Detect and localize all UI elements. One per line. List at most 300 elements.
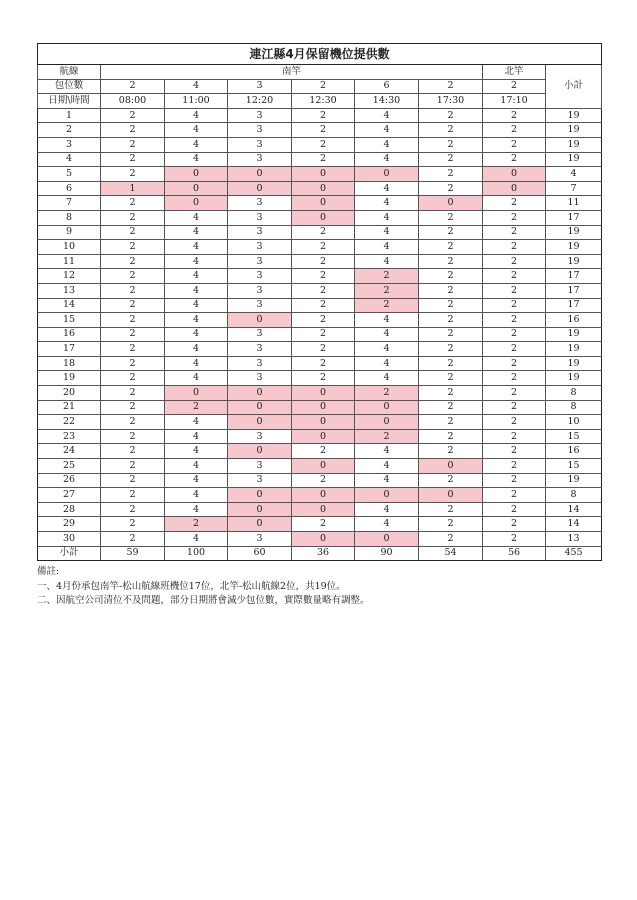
- seat-value-cell: 3: [228, 210, 292, 225]
- seat-value-cell: 4: [165, 269, 228, 284]
- table-row: [38, 210, 602, 225]
- seat-value-cell: 2: [483, 152, 546, 167]
- seat-value-cell: 3: [228, 459, 292, 474]
- seat-value-cell: 4: [355, 196, 419, 211]
- seat-value-cell: 2: [483, 400, 546, 415]
- seat-value-cell: 0: [292, 400, 355, 415]
- seat-value-cell: 2: [483, 415, 546, 430]
- column-total-cell: 56: [483, 546, 546, 561]
- seat-value-cell: 4: [165, 502, 228, 517]
- seat-value-cell: 2: [292, 444, 355, 459]
- seat-value-cell: 2: [419, 254, 483, 269]
- day-cell: 16: [38, 327, 101, 342]
- seat-value-cell: 2: [483, 532, 546, 547]
- seat-value-cell: 4: [165, 137, 228, 152]
- flight-time-cell: 08:00: [101, 94, 165, 109]
- table-row: [38, 327, 602, 342]
- day-cell: 27: [38, 488, 101, 503]
- day-cell: 6: [38, 181, 101, 196]
- seat-value-cell: 2: [292, 298, 355, 313]
- day-cell: 9: [38, 225, 101, 240]
- seat-value-cell: 2: [101, 123, 165, 138]
- flight-time-cell: 14:30: [355, 94, 419, 109]
- table-row: [38, 313, 602, 328]
- seat-value-cell: 2: [419, 371, 483, 386]
- seat-value-cell: 2: [101, 342, 165, 357]
- seat-value-cell: 2: [419, 415, 483, 430]
- table-row: [38, 386, 602, 401]
- seat-value-cell: 4: [165, 356, 228, 371]
- day-cell: 26: [38, 473, 101, 488]
- day-cell: 25: [38, 459, 101, 474]
- note-line-2: 二、因航空公司清位不及問題，部分日期將會減少包位數，實際數量略有調整。: [37, 595, 370, 606]
- seat-value-cell: 2: [419, 532, 483, 547]
- row-subtotal-cell: 16: [546, 313, 602, 328]
- seat-allocation-table: [37, 43, 602, 561]
- seat-value-cell: 2: [101, 254, 165, 269]
- seat-value-cell: 2: [419, 137, 483, 152]
- seat-value-cell: 2: [355, 429, 419, 444]
- day-cell: 15: [38, 313, 101, 328]
- seat-value-cell: 2: [292, 269, 355, 284]
- table-row: [38, 517, 602, 532]
- seat-value-cell: 0: [228, 400, 292, 415]
- seat-value-cell: 2: [101, 313, 165, 328]
- seat-value-cell: 2: [101, 196, 165, 211]
- day-cell: 24: [38, 444, 101, 459]
- nangan-header: 南竿: [101, 65, 483, 80]
- seat-value-cell: 2: [101, 444, 165, 459]
- seat-value-cell: 2: [483, 137, 546, 152]
- seat-value-cell: 3: [228, 225, 292, 240]
- seat-value-cell: 2: [292, 254, 355, 269]
- row-subtotal-cell: 17: [546, 283, 602, 298]
- seat-value-cell: 2: [101, 327, 165, 342]
- table-row: [38, 459, 602, 474]
- seat-value-cell: 2: [483, 459, 546, 474]
- seat-value-cell: 0: [165, 181, 228, 196]
- day-cell: 22: [38, 415, 101, 430]
- row-subtotal-cell: 14: [546, 502, 602, 517]
- seat-value-cell: 2: [165, 400, 228, 415]
- seat-value-cell: 2: [292, 356, 355, 371]
- seat-value-cell: 2: [483, 313, 546, 328]
- seat-value-cell: 3: [228, 356, 292, 371]
- seat-value-cell: 0: [228, 444, 292, 459]
- table-row: [38, 298, 602, 313]
- table-row: [38, 473, 602, 488]
- day-cell: 7: [38, 196, 101, 211]
- row-subtotal-cell: 13: [546, 532, 602, 547]
- row-subtotal-cell: 19: [546, 342, 602, 357]
- seat-value-cell: 2: [101, 517, 165, 532]
- seat-value-cell: 2: [101, 269, 165, 284]
- seat-count-cell: 3: [228, 79, 292, 94]
- day-cell: 11: [38, 254, 101, 269]
- seat-value-cell: 4: [355, 502, 419, 517]
- seat-value-cell: 4: [165, 108, 228, 123]
- subtotal-header: 小計: [546, 65, 602, 109]
- seat-value-cell: 4: [165, 444, 228, 459]
- seat-value-cell: 0: [165, 196, 228, 211]
- row-subtotal-cell: 14: [546, 517, 602, 532]
- day-cell: 2: [38, 123, 101, 138]
- seat-value-cell: 2: [292, 225, 355, 240]
- seat-value-cell: 0: [292, 415, 355, 430]
- day-cell: 5: [38, 167, 101, 182]
- seat-value-cell: 0: [228, 415, 292, 430]
- table-row: [38, 356, 602, 371]
- table-row: [38, 152, 602, 167]
- seat-value-cell: 0: [165, 167, 228, 182]
- seat-value-cell: 2: [419, 152, 483, 167]
- seat-value-cell: 2: [292, 152, 355, 167]
- row-subtotal-cell: 19: [546, 108, 602, 123]
- seat-value-cell: 2: [101, 240, 165, 255]
- seat-value-cell: 0: [165, 386, 228, 401]
- seat-value-cell: 4: [355, 327, 419, 342]
- seat-value-cell: 2: [419, 313, 483, 328]
- seat-value-cell: 4: [355, 210, 419, 225]
- column-total-cell: 60: [228, 546, 292, 561]
- flight-time-cell: 17:10: [483, 94, 546, 109]
- day-cell: 4: [38, 152, 101, 167]
- seat-value-cell: 2: [101, 108, 165, 123]
- table-row: [38, 283, 602, 298]
- seat-value-cell: 4: [165, 415, 228, 430]
- seat-value-cell: 2: [483, 196, 546, 211]
- day-cell: 19: [38, 371, 101, 386]
- day-cell: 1: [38, 108, 101, 123]
- seat-value-cell: 2: [355, 269, 419, 284]
- row-subtotal-cell: 19: [546, 123, 602, 138]
- seat-value-cell: 0: [292, 196, 355, 211]
- notes-heading: 備註:: [37, 566, 60, 577]
- column-total-cell: 59: [101, 546, 165, 561]
- seat-value-cell: 2: [101, 400, 165, 415]
- seat-count-cell: 6: [355, 79, 419, 94]
- table-row: [38, 342, 602, 357]
- day-cell: 17: [38, 342, 101, 357]
- seat-value-cell: 2: [292, 473, 355, 488]
- seat-value-cell: 3: [228, 327, 292, 342]
- seat-count-cell: 2: [483, 79, 546, 94]
- day-cell: 3: [38, 137, 101, 152]
- seat-value-cell: 4: [355, 313, 419, 328]
- seat-value-cell: 3: [228, 269, 292, 284]
- notes: [37, 565, 370, 609]
- table-row: [38, 123, 602, 138]
- seat-value-cell: 4: [355, 240, 419, 255]
- row-subtotal-cell: 19: [546, 254, 602, 269]
- table-row: [38, 444, 602, 459]
- table-row: [38, 108, 602, 123]
- seat-value-cell: 2: [292, 342, 355, 357]
- totals-label: 小計: [38, 546, 101, 561]
- seat-value-cell: 0: [292, 459, 355, 474]
- seat-value-cell: 0: [483, 181, 546, 196]
- seat-value-cell: 2: [101, 283, 165, 298]
- row-subtotal-cell: 19: [546, 152, 602, 167]
- column-total-cell: 100: [165, 546, 228, 561]
- seats-row: [38, 79, 602, 94]
- seat-value-cell: 2: [419, 473, 483, 488]
- day-cell: 30: [38, 532, 101, 547]
- seat-value-cell: 2: [101, 167, 165, 182]
- flight-time-cell: 11:00: [165, 94, 228, 109]
- seat-value-cell: 2: [101, 298, 165, 313]
- day-cell: 28: [38, 502, 101, 517]
- seat-value-cell: 2: [101, 152, 165, 167]
- seat-value-cell: 4: [165, 327, 228, 342]
- seat-value-cell: 2: [292, 137, 355, 152]
- seat-value-cell: 2: [292, 327, 355, 342]
- seat-value-cell: 2: [483, 488, 546, 503]
- table-row: [38, 240, 602, 255]
- seat-value-cell: 2: [419, 429, 483, 444]
- note-line-1: 一、4月份承包南竿-松山航線班機位17位，北竿-松山航線2位，共19位。: [37, 580, 346, 592]
- seat-value-cell: 4: [165, 488, 228, 503]
- seat-value-cell: 2: [101, 386, 165, 401]
- seat-value-cell: 2: [419, 123, 483, 138]
- seat-value-cell: 4: [165, 225, 228, 240]
- seat-value-cell: 0: [292, 502, 355, 517]
- table-row: [38, 532, 602, 547]
- table-row: [38, 167, 602, 182]
- row-subtotal-cell: 8: [546, 386, 602, 401]
- totals-row: [38, 546, 602, 561]
- seat-value-cell: 0: [419, 488, 483, 503]
- flight-time-cell: 12:30: [292, 94, 355, 109]
- seat-value-cell: 0: [483, 167, 546, 182]
- seat-value-cell: 2: [483, 327, 546, 342]
- seat-value-cell: 2: [101, 429, 165, 444]
- seat-value-cell: 2: [101, 502, 165, 517]
- seat-value-cell: 3: [228, 342, 292, 357]
- seat-value-cell: 4: [355, 225, 419, 240]
- seat-value-cell: 2: [483, 502, 546, 517]
- times-row: [38, 94, 602, 109]
- seat-value-cell: 4: [165, 123, 228, 138]
- seat-value-cell: 4: [355, 152, 419, 167]
- row-subtotal-cell: 7: [546, 181, 602, 196]
- seat-value-cell: 2: [483, 240, 546, 255]
- row-subtotal-cell: 8: [546, 488, 602, 503]
- seat-value-cell: 2: [419, 108, 483, 123]
- day-cell: 10: [38, 240, 101, 255]
- seat-value-cell: 4: [355, 517, 419, 532]
- seat-value-cell: 3: [228, 108, 292, 123]
- table-row: [38, 181, 602, 196]
- seat-value-cell: 0: [292, 488, 355, 503]
- table-row: [38, 415, 602, 430]
- seat-value-cell: 3: [228, 532, 292, 547]
- seat-value-cell: 3: [228, 152, 292, 167]
- seat-value-cell: 2: [483, 298, 546, 313]
- seat-value-cell: 2: [101, 473, 165, 488]
- seat-value-cell: 0: [228, 517, 292, 532]
- seat-value-cell: 0: [228, 181, 292, 196]
- seat-value-cell: 2: [483, 356, 546, 371]
- row-subtotal-cell: 4: [546, 167, 602, 182]
- row-subtotal-cell: 16: [546, 444, 602, 459]
- seat-value-cell: 2: [419, 386, 483, 401]
- seat-value-cell: 2: [165, 517, 228, 532]
- seat-value-cell: 2: [483, 254, 546, 269]
- row-subtotal-cell: 8: [546, 400, 602, 415]
- column-total-cell: 36: [292, 546, 355, 561]
- seat-value-cell: 2: [419, 517, 483, 532]
- seat-value-cell: 4: [165, 429, 228, 444]
- seat-value-cell: 2: [419, 502, 483, 517]
- seat-value-cell: 3: [228, 123, 292, 138]
- seat-value-cell: 2: [292, 240, 355, 255]
- seat-value-cell: 0: [292, 429, 355, 444]
- seat-value-cell: 4: [355, 356, 419, 371]
- seat-value-cell: 3: [228, 429, 292, 444]
- seat-value-cell: 2: [419, 356, 483, 371]
- page-title: 連江縣4月保留機位提供數: [38, 44, 602, 65]
- seat-value-cell: 4: [165, 298, 228, 313]
- datetime-label: 日期\時間: [38, 94, 101, 109]
- seat-value-cell: 3: [228, 196, 292, 211]
- seat-value-cell: 4: [165, 342, 228, 357]
- seat-value-cell: 2: [419, 167, 483, 182]
- day-cell: 14: [38, 298, 101, 313]
- seat-value-cell: 4: [165, 210, 228, 225]
- row-subtotal-cell: 19: [546, 327, 602, 342]
- seat-value-cell: 2: [483, 386, 546, 401]
- seat-value-cell: 2: [292, 123, 355, 138]
- seat-value-cell: 2: [101, 459, 165, 474]
- day-cell: 29: [38, 517, 101, 532]
- seat-value-cell: 4: [165, 254, 228, 269]
- table-row: [38, 269, 602, 284]
- seat-value-cell: 0: [228, 313, 292, 328]
- table-row: [38, 400, 602, 415]
- row-subtotal-cell: 17: [546, 269, 602, 284]
- row-subtotal-cell: 17: [546, 210, 602, 225]
- day-cell: 8: [38, 210, 101, 225]
- seat-count-cell: 4: [165, 79, 228, 94]
- seat-value-cell: 2: [101, 532, 165, 547]
- seat-value-cell: 2: [101, 210, 165, 225]
- row-subtotal-cell: 19: [546, 371, 602, 386]
- seat-value-cell: 4: [165, 152, 228, 167]
- seat-value-cell: 0: [355, 400, 419, 415]
- seat-value-cell: 2: [483, 283, 546, 298]
- seat-value-cell: 2: [419, 298, 483, 313]
- seat-value-cell: 4: [165, 283, 228, 298]
- table-body: [38, 108, 602, 560]
- row-subtotal-cell: 19: [546, 137, 602, 152]
- seat-value-cell: 4: [165, 459, 228, 474]
- seat-value-cell: 4: [355, 254, 419, 269]
- seat-value-cell: 2: [101, 225, 165, 240]
- row-subtotal-cell: 10: [546, 415, 602, 430]
- seat-value-cell: 3: [228, 371, 292, 386]
- seat-value-cell: 2: [292, 371, 355, 386]
- seat-value-cell: 2: [101, 371, 165, 386]
- seat-value-cell: 2: [483, 429, 546, 444]
- seat-value-cell: 4: [355, 108, 419, 123]
- seat-value-cell: 2: [419, 269, 483, 284]
- seat-value-cell: 2: [292, 517, 355, 532]
- table-row: [38, 429, 602, 444]
- row-subtotal-cell: 19: [546, 356, 602, 371]
- seat-value-cell: 2: [419, 210, 483, 225]
- table-row: [38, 254, 602, 269]
- seat-value-cell: 2: [483, 225, 546, 240]
- seat-value-cell: 2: [292, 313, 355, 328]
- seat-value-cell: 0: [228, 167, 292, 182]
- grand-total-cell: 455: [546, 546, 602, 561]
- seat-value-cell: 4: [355, 137, 419, 152]
- day-cell: 13: [38, 283, 101, 298]
- seat-value-cell: 2: [101, 415, 165, 430]
- seat-value-cell: 2: [355, 283, 419, 298]
- row-subtotal-cell: 11: [546, 196, 602, 211]
- seat-value-cell: 3: [228, 283, 292, 298]
- seat-value-cell: 0: [228, 488, 292, 503]
- seat-count-cell: 2: [419, 79, 483, 94]
- seat-value-cell: 0: [292, 181, 355, 196]
- seat-value-cell: 0: [292, 167, 355, 182]
- flight-time-cell: 12:20: [228, 94, 292, 109]
- seat-value-cell: 0: [355, 167, 419, 182]
- seat-value-cell: 4: [165, 313, 228, 328]
- day-cell: 12: [38, 269, 101, 284]
- seat-value-cell: 0: [419, 459, 483, 474]
- seat-count-cell: 2: [101, 79, 165, 94]
- seat-value-cell: 4: [165, 473, 228, 488]
- beigan-header: 北竿: [483, 65, 546, 80]
- seat-value-cell: 1: [101, 181, 165, 196]
- route-label: 航線: [38, 65, 101, 80]
- row-subtotal-cell: 15: [546, 429, 602, 444]
- row-subtotal-cell: 19: [546, 473, 602, 488]
- seat-value-cell: 4: [355, 181, 419, 196]
- seat-value-cell: 3: [228, 473, 292, 488]
- seat-value-cell: 4: [355, 444, 419, 459]
- day-cell: 18: [38, 356, 101, 371]
- seat-value-cell: 4: [165, 532, 228, 547]
- seat-value-cell: 0: [355, 532, 419, 547]
- seat-value-cell: 3: [228, 137, 292, 152]
- seat-value-cell: 2: [483, 371, 546, 386]
- table-row: [38, 196, 602, 211]
- seat-value-cell: 2: [483, 210, 546, 225]
- seat-value-cell: 2: [419, 327, 483, 342]
- seat-value-cell: 2: [483, 342, 546, 357]
- seat-value-cell: 0: [355, 415, 419, 430]
- table-row: [38, 371, 602, 386]
- seat-value-cell: 4: [355, 459, 419, 474]
- table-row: [38, 502, 602, 517]
- seat-value-cell: 2: [101, 137, 165, 152]
- seat-value-cell: 0: [292, 386, 355, 401]
- flight-time-cell: 17:30: [419, 94, 483, 109]
- table-row: [38, 225, 602, 240]
- seat-value-cell: 3: [228, 298, 292, 313]
- day-cell: 20: [38, 386, 101, 401]
- column-total-cell: 54: [419, 546, 483, 561]
- seat-value-cell: 4: [355, 473, 419, 488]
- seat-value-cell: 2: [483, 108, 546, 123]
- seat-value-cell: 2: [483, 444, 546, 459]
- seat-value-cell: 2: [483, 473, 546, 488]
- seat-value-cell: 0: [228, 502, 292, 517]
